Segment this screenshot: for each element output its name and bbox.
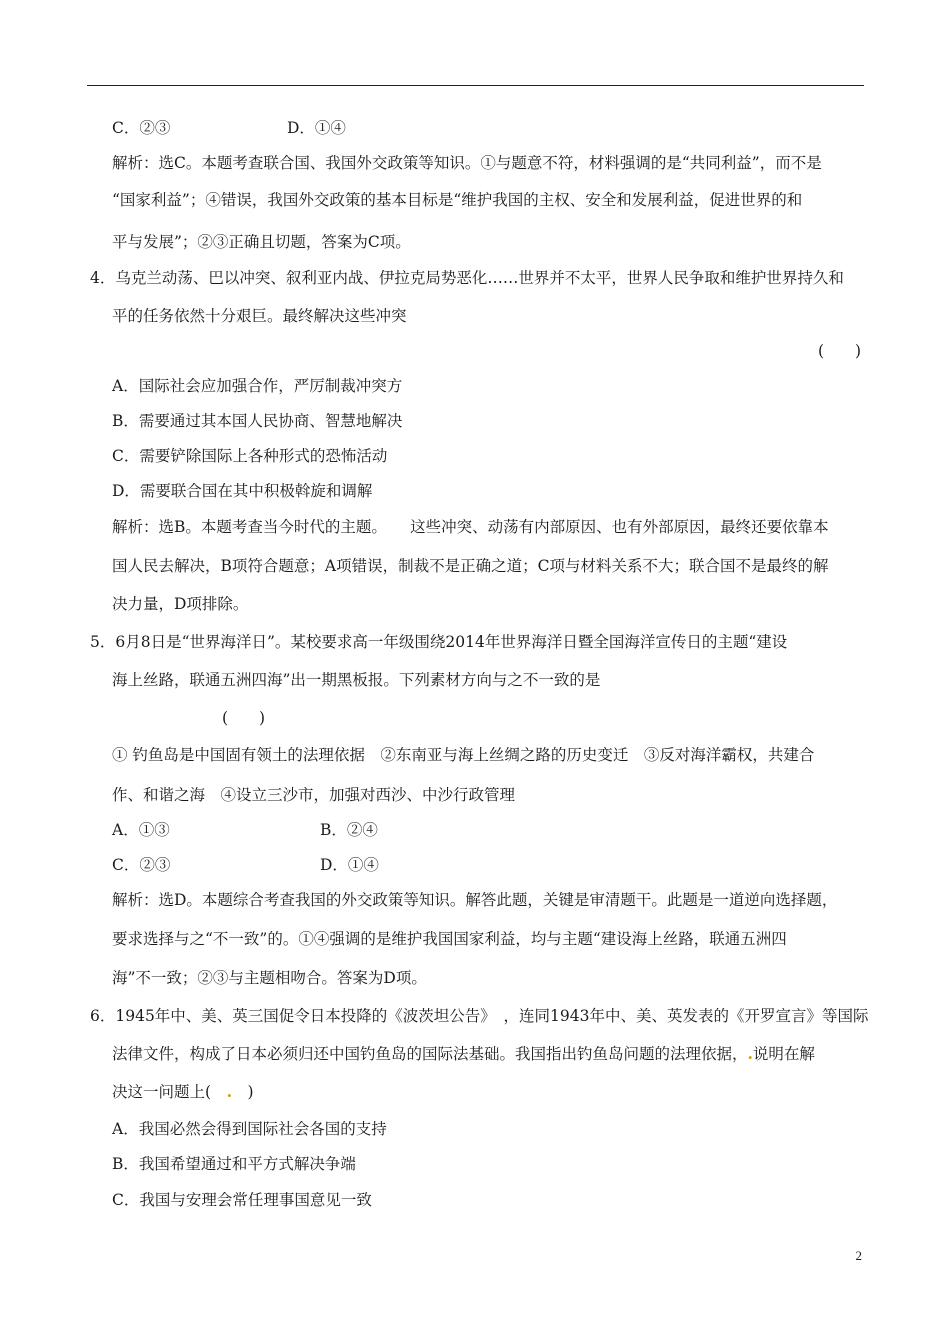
q4-option-d: D．需要联合国在其中积极斡旋和调解 [112,482,373,500]
emphasis-dot-icon: . [226,1082,232,1101]
q6-option-c: C．我国与安理会常任理事国意见一致 [112,1191,372,1209]
q5-stem-line-1: 5．6月8日是“世界海洋日”。某校要求高一年级围绕2014年世界海洋日暨全国海洋宣传日的主题“建设 [90,633,788,651]
q6-option-b: B．我国希望通过和平方式解决争端 [112,1155,356,1173]
q4-answer-paren: ( ) [818,342,862,360]
q5-stem-line-2: 海上丝路，联通五洲四海”出一期黑板报。下列素材方向与之不一致的是 [112,671,601,689]
q3-option-c: C．②③ [112,119,171,137]
q4-option-a: A．国际社会应加强合作，严厉制裁冲突方 [112,377,403,395]
q6-stem-line-2 [112,1044,815,1064]
q4-analysis-line-2: 国人民去解决，B项符合题意；A项错误，制裁不是正确之道；C项与材料关系不大；联合国不是最终的解 [112,557,829,575]
q5-analysis-line-1: 解析：选D。本题综合考查我国的外交政策等知识。解答此题，关键是审清题干。此题是一道逆向选择题， [112,891,838,909]
q6-option-a: A．我国必然会得到国际社会各国的支持 [112,1120,387,1138]
q3-analysis-line-2: “国家利益”；④错误，我国外交政策的基本目标是“维护我国的主权、安全和发展利益，促进世界的和 [112,191,803,209]
q6-stem-line-3-part-a: 决这一问题上( [112,1083,227,1101]
q6-stem-line-3-part-b: ) [231,1083,254,1101]
header-rule [87,85,864,86]
q4-stem-line-1: 4．乌克兰动荡、巴以冲突、叙利亚内战、伊拉克局势恶化……世界并不太平，世界人民争取和维护世界持久和 [90,269,844,287]
q6-stem-line-1: 6．1945年中、美、英三国促令日本投降的《波茨坦公告》 ，连同1943年中、美、英发表的《开罗宣言》等国际 [90,1007,869,1025]
emphasis-dot-icon: . [747,1044,753,1063]
q5-option-b: B．②④ [320,821,378,839]
q4-stem-line-2: 平的任务依然十分艰巨。最终解决这些冲突 [112,307,407,325]
q6-stem-line-3 [112,1082,254,1102]
q4-option-b: B．需要通过其本国人民协商、智慧地解决 [112,412,403,430]
q5-answer-paren: ( ) [222,709,266,727]
q5-option-d: D．①④ [320,856,379,874]
q3-analysis-line-3: 平与发展”；②③正确且切题，答案为C项。 [112,233,411,251]
q5-option-c: C．②③ [112,856,171,874]
q4-analysis-line-1: 解析：选B。本题考查当今时代的主题。 这些冲突、动荡有内部原因、也有外部原因，最终还要依靠本 [112,518,829,536]
q5-items-line-2: 作、和谐之海 ④设立三沙市，加强对西沙、中沙行政管理 [112,786,516,804]
q5-option-a: A．①③ [112,821,170,839]
q6-stem-line-2-part-a: 法律文件，构成了日本必须归还中国钓鱼岛的国际法基础。我国指出钓鱼岛问题的法理依据， [112,1045,748,1063]
q5-analysis-line-2: 要求选择与之“不一致”的。①④强调的是维护我国国家利益，均与主题“建设海上丝路，联通五洲四 [112,930,787,948]
q3-option-d: D．①④ [287,119,346,137]
q5-items-line-1: ① 钓鱼岛是中国固有领土的法理依据 ②东南亚与海上丝绸之路的历史变迁 ③反对海洋霸权，共建合 [112,746,815,764]
q6-stem-line-2-part-b: 说明在解 [752,1045,815,1063]
q5-analysis-line-3: 海”不一致；②③与主题相吻合。答案为D项。 [112,969,427,987]
q3-analysis-line-1: 解析：选C。本题考查联合国、我国外交政策等知识。①与题意不符，材料强调的是“共同利益”，而不是 [112,154,822,172]
page-number: 2 [855,1248,862,1263]
q4-analysis-line-3: 决力量，D项排除。 [112,595,249,613]
q4-option-c: C．需要铲除国际上各种形式的恐怖活动 [112,447,388,465]
